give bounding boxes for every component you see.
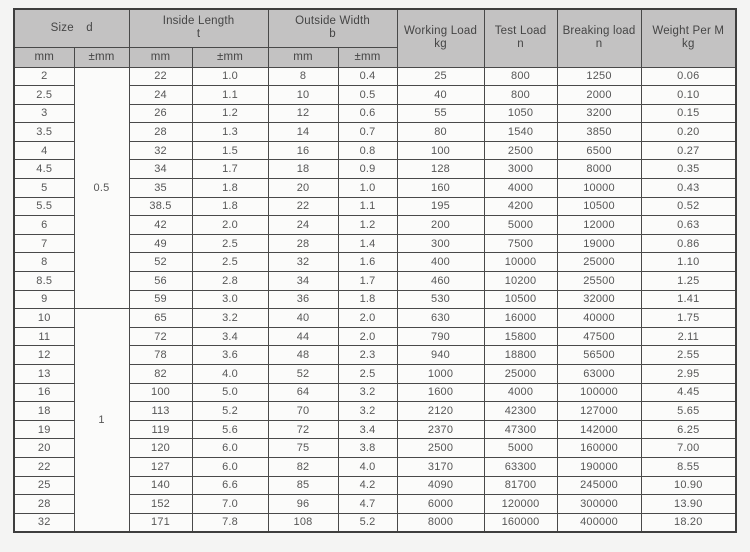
size-mm-cell: 18 bbox=[14, 402, 74, 421]
inside-length-tolerance-cell: 2.0 bbox=[192, 216, 268, 235]
outside-width-mm-cell: 36 bbox=[268, 290, 338, 309]
inside-length-mm-cell: 34 bbox=[129, 160, 192, 179]
table-row bbox=[14, 67, 736, 86]
weight-per-m-cell: 2.95 bbox=[641, 365, 736, 384]
test-load-cell: 7500 bbox=[484, 234, 557, 253]
header-working-load: Working Load kg bbox=[397, 9, 484, 67]
breaking-load-cell: 245000 bbox=[557, 476, 641, 495]
outside-width-mm-cell: 64 bbox=[268, 383, 338, 402]
working-load-cell: 8000 bbox=[397, 513, 484, 532]
breaking-load-cell: 56500 bbox=[557, 346, 641, 365]
weight-per-m-cell: 0.06 bbox=[641, 67, 736, 86]
weight-per-m-cell: 0.27 bbox=[641, 141, 736, 160]
working-load-cell: 3170 bbox=[397, 457, 484, 476]
inside-length-mm-cell: 28 bbox=[129, 123, 192, 142]
size-mm-cell: 13 bbox=[14, 365, 74, 384]
working-load-cell: 6000 bbox=[397, 495, 484, 514]
weight-per-m-cell: 7.00 bbox=[641, 439, 736, 458]
outside-width-mm-cell: 12 bbox=[268, 104, 338, 123]
size-mm-cell: 8.5 bbox=[14, 272, 74, 291]
working-load-cell: 630 bbox=[397, 309, 484, 328]
size-mm-cell: 3.5 bbox=[14, 123, 74, 142]
working-load-cell: 2370 bbox=[397, 420, 484, 439]
working-load-cell: 1600 bbox=[397, 383, 484, 402]
test-load-cell: 160000 bbox=[484, 513, 557, 532]
inside-length-tolerance-cell: 1.2 bbox=[192, 104, 268, 123]
breaking-load-cell: 25000 bbox=[557, 253, 641, 272]
table-body bbox=[14, 67, 736, 532]
unit-inside-mm: mm bbox=[129, 47, 192, 67]
size-mm-cell: 11 bbox=[14, 327, 74, 346]
inside-length-mm-cell: 42 bbox=[129, 216, 192, 235]
breaking-load-cell: 300000 bbox=[557, 495, 641, 514]
inside-length-tolerance-cell: 1.5 bbox=[192, 141, 268, 160]
outside-width-mm-cell: 75 bbox=[268, 439, 338, 458]
weight-per-m-cell: 8.55 bbox=[641, 457, 736, 476]
working-load-cell: 790 bbox=[397, 327, 484, 346]
size-mm-cell: 12 bbox=[14, 346, 74, 365]
breaking-load-cell: 19000 bbox=[557, 234, 641, 253]
outside-width-tolerance-cell: 4.7 bbox=[338, 495, 397, 514]
outside-width-tolerance-cell: 0.5 bbox=[338, 86, 397, 105]
outside-width-tolerance-cell: 0.6 bbox=[338, 104, 397, 123]
breaking-load-cell: 25500 bbox=[557, 272, 641, 291]
inside-length-tolerance-cell: 1.8 bbox=[192, 197, 268, 216]
breaking-load-cell: 3850 bbox=[557, 123, 641, 142]
outside-width-tolerance-cell: 3.2 bbox=[338, 383, 397, 402]
inside-length-tolerance-cell: 6.0 bbox=[192, 439, 268, 458]
inside-length-mm-cell: 35 bbox=[129, 179, 192, 198]
weight-per-m-cell: 0.52 bbox=[641, 197, 736, 216]
test-load-cell: 10500 bbox=[484, 290, 557, 309]
breaking-load-cell: 190000 bbox=[557, 457, 641, 476]
working-load-cell: 100 bbox=[397, 141, 484, 160]
outside-width-tolerance-cell: 2.0 bbox=[338, 327, 397, 346]
outside-width-tolerance-cell: 1.7 bbox=[338, 272, 397, 291]
weight-per-m-cell: 2.11 bbox=[641, 327, 736, 346]
weight-per-m-cell: 1.25 bbox=[641, 272, 736, 291]
weight-per-m-cell: 18.20 bbox=[641, 513, 736, 532]
test-load-cell: 18800 bbox=[484, 346, 557, 365]
inside-length-tolerance-cell: 1.8 bbox=[192, 179, 268, 198]
inside-length-tolerance-cell: 1.7 bbox=[192, 160, 268, 179]
test-load-cell: 3000 bbox=[484, 160, 557, 179]
working-load-cell: 55 bbox=[397, 104, 484, 123]
weight-per-m-cell: 1.75 bbox=[641, 309, 736, 328]
inside-length-tolerance-cell: 5.6 bbox=[192, 420, 268, 439]
size-tolerance-cell: 1 bbox=[74, 309, 129, 532]
breaking-load-cell: 47500 bbox=[557, 327, 641, 346]
header-size bbox=[14, 9, 129, 47]
breaking-load-cell: 40000 bbox=[557, 309, 641, 328]
outside-width-mm-cell: 44 bbox=[268, 327, 338, 346]
test-load-cell: 4200 bbox=[484, 197, 557, 216]
header-test-load: Test Load n bbox=[484, 9, 557, 67]
header-inside-length: Inside Length t bbox=[129, 9, 268, 47]
outside-width-mm-cell: 52 bbox=[268, 365, 338, 384]
inside-length-tolerance-cell: 3.6 bbox=[192, 346, 268, 365]
outside-width-mm-cell: 32 bbox=[268, 253, 338, 272]
inside-length-tolerance-cell: 5.2 bbox=[192, 402, 268, 421]
size-mm-cell: 20 bbox=[14, 439, 74, 458]
size-mm-cell: 19 bbox=[14, 420, 74, 439]
inside-length-tolerance-cell: 6.0 bbox=[192, 457, 268, 476]
inside-length-tolerance-cell: 7.8 bbox=[192, 513, 268, 532]
outside-width-tolerance-cell: 4.0 bbox=[338, 457, 397, 476]
inside-length-tolerance-cell: 7.0 bbox=[192, 495, 268, 514]
outside-width-mm-cell: 24 bbox=[268, 216, 338, 235]
outside-width-mm-cell: 85 bbox=[268, 476, 338, 495]
breaking-load-cell: 8000 bbox=[557, 160, 641, 179]
table-header bbox=[14, 9, 736, 67]
weight-per-m-cell: 1.10 bbox=[641, 253, 736, 272]
working-load-cell: 400 bbox=[397, 253, 484, 272]
inside-length-mm-cell: 49 bbox=[129, 234, 192, 253]
test-load-cell: 63300 bbox=[484, 457, 557, 476]
breaking-load-cell: 400000 bbox=[557, 513, 641, 532]
working-load-cell: 1000 bbox=[397, 365, 484, 384]
test-load-cell: 800 bbox=[484, 86, 557, 105]
breaking-load-cell: 6500 bbox=[557, 141, 641, 160]
breaking-load-cell: 160000 bbox=[557, 439, 641, 458]
size-mm-cell: 4 bbox=[14, 141, 74, 160]
inside-length-tolerance-cell: 1.0 bbox=[192, 67, 268, 86]
header-size-label: Size d bbox=[50, 21, 93, 34]
test-load-cell: 10200 bbox=[484, 272, 557, 291]
working-load-cell: 200 bbox=[397, 216, 484, 235]
inside-length-mm-cell: 152 bbox=[129, 495, 192, 514]
working-load-cell: 25 bbox=[397, 67, 484, 86]
test-load-cell: 5000 bbox=[484, 439, 557, 458]
outside-width-mm-cell: 20 bbox=[268, 179, 338, 198]
outside-width-mm-cell: 28 bbox=[268, 234, 338, 253]
breaking-load-cell: 100000 bbox=[557, 383, 641, 402]
size-mm-cell: 2.5 bbox=[14, 86, 74, 105]
test-load-cell: 1050 bbox=[484, 104, 557, 123]
inside-length-mm-cell: 52 bbox=[129, 253, 192, 272]
test-load-cell: 5000 bbox=[484, 216, 557, 235]
size-mm-cell: 8 bbox=[14, 253, 74, 272]
outside-width-tolerance-cell: 3.4 bbox=[338, 420, 397, 439]
working-load-cell: 460 bbox=[397, 272, 484, 291]
outside-width-mm-cell: 96 bbox=[268, 495, 338, 514]
outside-width-mm-cell: 18 bbox=[268, 160, 338, 179]
breaking-load-cell: 142000 bbox=[557, 420, 641, 439]
weight-per-m-cell: 6.25 bbox=[641, 420, 736, 439]
inside-length-tolerance-cell: 6.6 bbox=[192, 476, 268, 495]
test-load-cell: 2500 bbox=[484, 141, 557, 160]
outside-width-mm-cell: 14 bbox=[268, 123, 338, 142]
weight-per-m-cell: 1.41 bbox=[641, 290, 736, 309]
working-load-cell: 160 bbox=[397, 179, 484, 198]
test-load-cell: 4000 bbox=[484, 383, 557, 402]
working-load-cell: 2120 bbox=[397, 402, 484, 421]
outside-width-tolerance-cell: 3.2 bbox=[338, 402, 397, 421]
outside-width-tolerance-cell: 1.6 bbox=[338, 253, 397, 272]
weight-per-m-cell: 0.43 bbox=[641, 179, 736, 198]
working-load-cell: 300 bbox=[397, 234, 484, 253]
outside-width-tolerance-cell: 5.2 bbox=[338, 513, 397, 532]
unit-size-mm: mm bbox=[14, 47, 74, 67]
size-mm-cell: 25 bbox=[14, 476, 74, 495]
outside-width-tolerance-cell: 0.7 bbox=[338, 123, 397, 142]
outside-width-tolerance-cell: 4.2 bbox=[338, 476, 397, 495]
inside-length-tolerance-cell: 3.2 bbox=[192, 309, 268, 328]
test-load-cell: 15800 bbox=[484, 327, 557, 346]
breaking-load-cell: 2000 bbox=[557, 86, 641, 105]
unit-outside-tolerance: ±mm bbox=[338, 47, 397, 67]
outside-width-tolerance-cell: 0.9 bbox=[338, 160, 397, 179]
outside-width-mm-cell: 10 bbox=[268, 86, 338, 105]
inside-length-mm-cell: 65 bbox=[129, 309, 192, 328]
breaking-load-cell: 1250 bbox=[557, 67, 641, 86]
outside-width-mm-cell: 34 bbox=[268, 272, 338, 291]
outside-width-tolerance-cell: 1.0 bbox=[338, 179, 397, 198]
test-load-cell: 47300 bbox=[484, 420, 557, 439]
chain-spec-table bbox=[13, 8, 737, 533]
working-load-cell: 4090 bbox=[397, 476, 484, 495]
inside-length-mm-cell: 120 bbox=[129, 439, 192, 458]
inside-length-tolerance-cell: 2.8 bbox=[192, 272, 268, 291]
outside-width-mm-cell: 16 bbox=[268, 141, 338, 160]
working-load-cell: 128 bbox=[397, 160, 484, 179]
weight-per-m-cell: 5.65 bbox=[641, 402, 736, 421]
test-load-cell: 800 bbox=[484, 67, 557, 86]
weight-per-m-cell: 2.55 bbox=[641, 346, 736, 365]
breaking-load-cell: 10500 bbox=[557, 197, 641, 216]
inside-length-tolerance-cell: 1.1 bbox=[192, 86, 268, 105]
outside-width-tolerance-cell: 1.4 bbox=[338, 234, 397, 253]
outside-width-mm-cell: 48 bbox=[268, 346, 338, 365]
test-load-cell: 81700 bbox=[484, 476, 557, 495]
inside-length-mm-cell: 56 bbox=[129, 272, 192, 291]
header-weight-per-m: Weight Per M kg bbox=[641, 9, 736, 67]
test-load-cell: 42300 bbox=[484, 402, 557, 421]
working-load-cell: 195 bbox=[397, 197, 484, 216]
inside-length-mm-cell: 119 bbox=[129, 420, 192, 439]
unit-size-tolerance: ±mm bbox=[74, 47, 129, 67]
size-mm-cell: 5 bbox=[14, 179, 74, 198]
inside-length-mm-cell: 78 bbox=[129, 346, 192, 365]
size-mm-cell: 6 bbox=[14, 216, 74, 235]
size-mm-cell: 10 bbox=[14, 309, 74, 328]
inside-length-mm-cell: 171 bbox=[129, 513, 192, 532]
size-tolerance-cell: 0.5 bbox=[74, 67, 129, 309]
inside-length-mm-cell: 24 bbox=[129, 86, 192, 105]
outside-width-mm-cell: 108 bbox=[268, 513, 338, 532]
size-mm-cell: 9 bbox=[14, 290, 74, 309]
header-breaking-load: Breaking load n bbox=[557, 9, 641, 67]
unit-inside-tolerance: ±mm bbox=[192, 47, 268, 67]
working-load-cell: 40 bbox=[397, 86, 484, 105]
weight-per-m-cell: 13.90 bbox=[641, 495, 736, 514]
unit-outside-mm: mm bbox=[268, 47, 338, 67]
outside-width-tolerance-cell: 1.1 bbox=[338, 197, 397, 216]
inside-length-mm-cell: 38.5 bbox=[129, 197, 192, 216]
outside-width-mm-cell: 40 bbox=[268, 309, 338, 328]
breaking-load-cell: 63000 bbox=[557, 365, 641, 384]
inside-length-tolerance-cell: 3.0 bbox=[192, 290, 268, 309]
inside-length-mm-cell: 59 bbox=[129, 290, 192, 309]
outside-width-mm-cell: 82 bbox=[268, 457, 338, 476]
weight-per-m-cell: 0.35 bbox=[641, 160, 736, 179]
inside-length-mm-cell: 26 bbox=[129, 104, 192, 123]
test-load-cell: 10000 bbox=[484, 253, 557, 272]
test-load-cell: 120000 bbox=[484, 495, 557, 514]
inside-length-mm-cell: 32 bbox=[129, 141, 192, 160]
outside-width-mm-cell: 72 bbox=[268, 420, 338, 439]
breaking-load-cell: 12000 bbox=[557, 216, 641, 235]
test-load-cell: 25000 bbox=[484, 365, 557, 384]
inside-length-tolerance-cell: 4.0 bbox=[192, 365, 268, 384]
weight-per-m-cell: 0.63 bbox=[641, 216, 736, 235]
inside-length-mm-cell: 113 bbox=[129, 402, 192, 421]
weight-per-m-cell: 10.90 bbox=[641, 476, 736, 495]
outside-width-mm-cell: 22 bbox=[268, 197, 338, 216]
size-mm-cell: 5.5 bbox=[14, 197, 74, 216]
inside-length-tolerance-cell: 1.3 bbox=[192, 123, 268, 142]
size-mm-cell: 32 bbox=[14, 513, 74, 532]
weight-per-m-cell: 0.86 bbox=[641, 234, 736, 253]
size-mm-cell: 28 bbox=[14, 495, 74, 514]
weight-per-m-cell: 0.15 bbox=[641, 104, 736, 123]
header-outside-width: Outside Width b bbox=[268, 9, 397, 47]
inside-length-tolerance-cell: 2.5 bbox=[192, 234, 268, 253]
working-load-cell: 530 bbox=[397, 290, 484, 309]
outside-width-tolerance-cell: 0.8 bbox=[338, 141, 397, 160]
inside-length-tolerance-cell: 2.5 bbox=[192, 253, 268, 272]
inside-length-mm-cell: 127 bbox=[129, 457, 192, 476]
outside-width-tolerance-cell: 2.3 bbox=[338, 346, 397, 365]
inside-length-mm-cell: 22 bbox=[129, 67, 192, 86]
inside-length-tolerance-cell: 3.4 bbox=[192, 327, 268, 346]
inside-length-mm-cell: 82 bbox=[129, 365, 192, 384]
outside-width-tolerance-cell: 1.8 bbox=[338, 290, 397, 309]
inside-length-mm-cell: 100 bbox=[129, 383, 192, 402]
inside-length-mm-cell: 72 bbox=[129, 327, 192, 346]
table-row bbox=[14, 309, 736, 328]
size-mm-cell: 2 bbox=[14, 67, 74, 86]
inside-length-tolerance-cell: 5.0 bbox=[192, 383, 268, 402]
inside-length-mm-cell: 140 bbox=[129, 476, 192, 495]
outside-width-mm-cell: 8 bbox=[268, 67, 338, 86]
test-load-cell: 16000 bbox=[484, 309, 557, 328]
size-mm-cell: 7 bbox=[14, 234, 74, 253]
test-load-cell: 4000 bbox=[484, 179, 557, 198]
size-mm-cell: 16 bbox=[14, 383, 74, 402]
weight-per-m-cell: 0.20 bbox=[641, 123, 736, 142]
size-mm-cell: 22 bbox=[14, 457, 74, 476]
weight-per-m-cell: 4.45 bbox=[641, 383, 736, 402]
weight-per-m-cell: 0.10 bbox=[641, 86, 736, 105]
breaking-load-cell: 127000 bbox=[557, 402, 641, 421]
outside-width-mm-cell: 70 bbox=[268, 402, 338, 421]
outside-width-tolerance-cell: 0.4 bbox=[338, 67, 397, 86]
working-load-cell: 2500 bbox=[397, 439, 484, 458]
breaking-load-cell: 32000 bbox=[557, 290, 641, 309]
outside-width-tolerance-cell: 2.5 bbox=[338, 365, 397, 384]
outside-width-tolerance-cell: 1.2 bbox=[338, 216, 397, 235]
breaking-load-cell: 10000 bbox=[557, 179, 641, 198]
working-load-cell: 80 bbox=[397, 123, 484, 142]
outside-width-tolerance-cell: 3.8 bbox=[338, 439, 397, 458]
size-mm-cell: 3 bbox=[14, 104, 74, 123]
test-load-cell: 1540 bbox=[484, 123, 557, 142]
outside-width-tolerance-cell: 2.0 bbox=[338, 309, 397, 328]
working-load-cell: 940 bbox=[397, 346, 484, 365]
size-mm-cell: 4.5 bbox=[14, 160, 74, 179]
breaking-load-cell: 3200 bbox=[557, 104, 641, 123]
